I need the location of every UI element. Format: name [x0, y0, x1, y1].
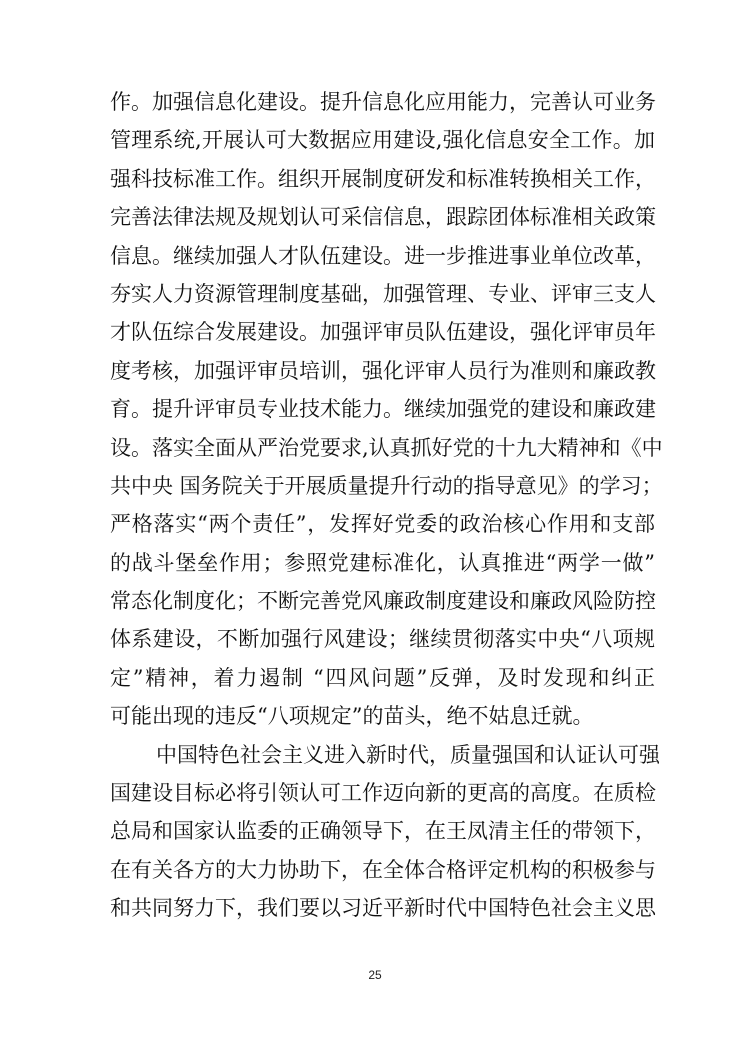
- text-line: 夯实人力资源管理制度基础，加强管理、专业、评审三支人: [110, 281, 656, 306]
- text-line: 育。提升评审员专业技术能力。继续加强党的建设和廉政建: [110, 397, 656, 422]
- text-line: 可能出现的违反“八项规定”的苗头，绝不姑息迁就。: [110, 704, 594, 729]
- text-line: 才队伍综合发展建设。加强评审员队伍建设，强化评审员年: [110, 320, 656, 345]
- text-line: 国建设目标必将引领认可工作迈向新的更高的高度。在质检: [110, 781, 656, 806]
- text-line: 设。落实全面从严治党要求,认真抓好党的十九大精神和《中: [110, 435, 663, 460]
- paragraph-1: [110, 83, 663, 736]
- text-line: 中国特色社会主义进入新时代，质量强国和认证认可强: [156, 742, 660, 767]
- text-line: 强科技标准工作。组织开展制度研发和标准转换相关工作，: [110, 166, 656, 191]
- text-line: 常态化制度化；不断完善党风廉政制度建设和廉政风险防控: [110, 589, 656, 614]
- text-line: 管理系统,开展认可大数据应用建设,强化信息安全工作。加: [110, 128, 655, 153]
- text-line: 在有关各方的大力协助下，在全体合格评定机构的积极参与: [110, 857, 656, 882]
- paragraph-2: [110, 736, 660, 928]
- text-line: 共中央 国务院关于开展质量提升行动的指导意见》的学习；: [110, 473, 663, 498]
- text-line: 完善法律法规及规划认可采信信息，跟踪团体标准相关政策: [110, 205, 656, 230]
- text-line: 严格落实“两个责任”，发挥好党委的政治核心作用和支部: [110, 512, 655, 537]
- text-line: 作。加强信息化建设。提升信息化应用能力，完善认可业务: [110, 90, 656, 114]
- body-text: [110, 83, 663, 928]
- text-line: 和共同努力下，我们要以习近平新时代中国特色社会主义思: [110, 896, 656, 921]
- text-line: 的战斗堡垒作用；参照党建标准化，认真推进“两学一做”: [110, 550, 655, 575]
- text-line: 定”精神，着力遏制 “四风问题”反弹，及时发现和纠正: [110, 665, 655, 690]
- text-line: 信息。继续加强人才队伍建设。进一步推进事业单位改革，: [110, 243, 656, 268]
- text-line: 总局和国家认监委的正确领导下，在王凤清主任的带领下，: [110, 819, 656, 844]
- page-number: 25: [368, 968, 382, 982]
- text-line: 体系建设，不断加强行风建设；继续贯彻落实中央“八项规: [110, 627, 655, 652]
- text-line: 度考核，加强评审员培训，强化评审人员行为准则和廉政教: [110, 358, 656, 383]
